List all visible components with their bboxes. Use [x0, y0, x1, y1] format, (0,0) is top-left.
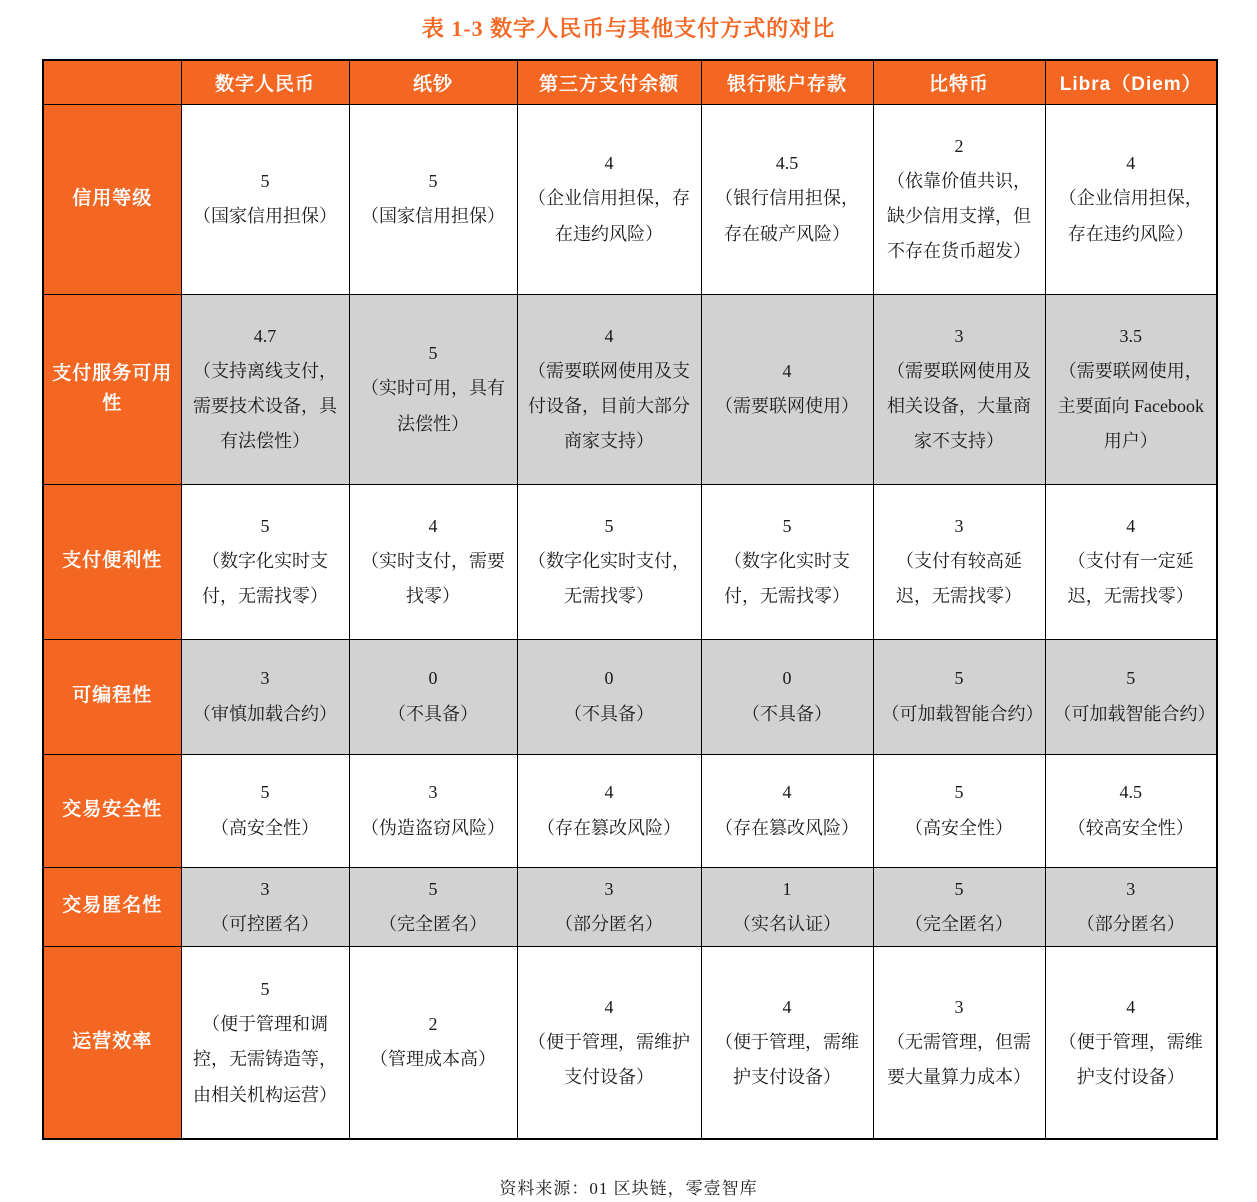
cell-score: 4	[604, 325, 614, 346]
cell-score: 5	[260, 782, 270, 803]
cell-note: （完全匿名）	[379, 913, 487, 934]
cell-score: 3	[604, 878, 614, 899]
cell-note: （企业信用担保，存在违约风险）	[1058, 188, 1203, 244]
cell-score: 0	[782, 668, 792, 689]
cell-note: （数字化实时支付，无需找零）	[202, 550, 328, 607]
table-cell	[873, 484, 1045, 639]
cell-score: 5	[260, 170, 270, 191]
cell-note: （便于管理，需维护支付设备）	[1058, 1031, 1203, 1087]
cell-note: （银行信用担保，存在破产风险）	[715, 188, 859, 244]
cell-score: 5	[954, 878, 964, 899]
column-header-libra: Libra（Diem）	[1045, 60, 1217, 104]
table-cell	[181, 754, 349, 867]
cell-score: 5	[604, 515, 614, 536]
cell-score: 5	[428, 878, 438, 899]
cell-score: 2	[428, 1014, 438, 1035]
cell-note: （可控匿名）	[211, 913, 319, 934]
row-label: 支付服务可用性	[43, 294, 181, 484]
table-cell	[873, 867, 1045, 946]
table-cell	[701, 754, 873, 867]
table-cell	[181, 294, 349, 484]
table-cell	[517, 294, 701, 484]
table-row	[43, 754, 1217, 867]
cell-score: 3	[260, 668, 270, 689]
cell-score: 4.5	[1119, 782, 1142, 803]
table-row	[43, 484, 1217, 639]
cell-note: （高安全性）	[211, 817, 319, 838]
cell-note: （可加载智能合约）	[1053, 703, 1216, 724]
table-cell	[517, 484, 701, 639]
cell-score: 4	[782, 782, 792, 803]
table-cell	[873, 946, 1045, 1139]
cell-note: （部分匿名）	[555, 913, 663, 934]
table-caption: 表 1-3 数字人民币与其他支付方式的对比	[421, 16, 836, 41]
cell-note: （不具备）	[388, 703, 478, 724]
cell-note: （支付有一定延迟，无需找零）	[1067, 550, 1194, 607]
cell-note: （伪造盗窃风险）	[361, 817, 505, 838]
table-cell	[701, 294, 873, 484]
cell-note: （存在篡改风险）	[715, 817, 859, 838]
cell-note: （数字化实时支付，无需找零）	[528, 550, 690, 607]
table-cell	[701, 946, 873, 1139]
cell-note: （支付有较高延迟，无需找零）	[896, 550, 1022, 607]
cell-note: （需要联网使用）	[715, 396, 859, 416]
cell-score: 4.7	[253, 325, 277, 346]
cell-score: 4	[604, 782, 614, 803]
cell-score: 4	[782, 996, 792, 1017]
table-cell	[349, 754, 517, 867]
cell-score: 2	[954, 135, 964, 156]
cell-note: （便于管理和调控，无需铸造等，由相关机构运营）	[193, 1014, 337, 1105]
corner-cell	[43, 60, 181, 104]
cell-score: 0	[604, 668, 614, 689]
cell-score: 5	[260, 515, 270, 536]
cell-note: （支持离线支付，需要技术设备，具有法偿性）	[193, 360, 337, 452]
cell-note: （管理成本高）	[370, 1049, 496, 1070]
table-cell	[517, 754, 701, 867]
cell-note: （实时可用，具有法偿性）	[361, 378, 505, 434]
table-cell	[349, 294, 517, 484]
table-row	[43, 867, 1217, 946]
cell-score: 3	[260, 878, 270, 899]
table-cell	[873, 639, 1045, 754]
table-cell	[1045, 946, 1217, 1139]
cell-score: 5	[428, 343, 438, 364]
column-header-digital-rmb: 数字人民币	[181, 60, 349, 104]
cell-note: （存在篡改风险）	[537, 817, 681, 838]
table-cell	[517, 104, 701, 294]
cell-note: （高安全性）	[905, 817, 1013, 838]
table-cell	[181, 484, 349, 639]
column-header-cash: 纸钞	[349, 60, 517, 104]
cell-score: 4	[1126, 515, 1136, 536]
table-cell	[349, 104, 517, 294]
cell-score: 5	[260, 979, 270, 1000]
table-cell	[701, 104, 873, 294]
cell-note: （需要联网使用及支付设备，目前大部分商家支持）	[528, 360, 690, 452]
source-note: 资料来源：01 区块链，零壹智库	[499, 1179, 758, 1199]
cell-score: 4.5	[775, 153, 799, 174]
cell-note: （需要联网使用及相关设备，大量商家不支持）	[887, 360, 1031, 452]
row-label: 信用等级	[43, 104, 181, 294]
table-cell	[1045, 639, 1217, 754]
table-cell	[701, 639, 873, 754]
cell-score: 3.5	[1119, 325, 1142, 346]
cell-score: 4	[428, 515, 438, 536]
table-cell	[349, 946, 517, 1139]
table-cell	[349, 484, 517, 639]
cell-score: 1	[782, 878, 792, 899]
table-cell	[873, 754, 1045, 867]
cell-score: 4	[604, 996, 614, 1017]
cell-note: （完全匿名）	[905, 913, 1013, 934]
table-cell	[181, 104, 349, 294]
cell-note: （依靠价值共识，缺少信用支撑，但不存在货币超发）	[887, 170, 1031, 262]
cell-note: （便于管理，需维护支付设备）	[528, 1031, 690, 1087]
table-cell	[1045, 104, 1217, 294]
cell-score: 5	[954, 668, 964, 689]
cell-note: （数字化实时支付，无需找零）	[724, 550, 850, 607]
table-cell	[701, 867, 873, 946]
table-cell	[181, 867, 349, 946]
table-cell	[181, 946, 349, 1139]
table-row	[43, 104, 1217, 294]
cell-score: 5	[428, 170, 438, 191]
header-row	[43, 60, 1217, 104]
cell-note: （国家信用担保）	[193, 206, 337, 226]
table-cell	[517, 867, 701, 946]
cell-note: （需要联网使用，主要面向 Facebook 用户）	[1057, 360, 1204, 452]
table-cell	[1045, 294, 1217, 484]
table-row	[43, 946, 1217, 1139]
table-cell	[873, 294, 1045, 484]
row-label: 支付便利性	[43, 484, 181, 639]
table-cell	[349, 639, 517, 754]
table-cell	[701, 484, 873, 639]
cell-score: 4	[1126, 996, 1136, 1017]
table-cell	[349, 867, 517, 946]
row-label: 可编程性	[43, 639, 181, 754]
table-cell	[517, 946, 701, 1139]
table-cell	[181, 639, 349, 754]
table-cell	[517, 639, 701, 754]
table-cell	[1045, 867, 1217, 946]
cell-score: 0	[428, 668, 438, 689]
cell-note: （便于管理，需维护支付设备）	[715, 1031, 859, 1087]
table-cell	[873, 104, 1045, 294]
cell-note: （不具备）	[742, 703, 832, 724]
cell-note: （较高安全性）	[1067, 817, 1194, 838]
comparison-table	[42, 59, 1218, 1140]
row-label: 交易匿名性	[43, 867, 181, 946]
cell-note: （企业信用担保，存在违约风险）	[528, 188, 690, 244]
cell-score: 4	[604, 153, 614, 174]
cell-score: 3	[954, 325, 964, 346]
cell-note: （国家信用担保）	[361, 206, 505, 226]
cell-score: 5	[954, 782, 964, 803]
row-label: 交易安全性	[43, 754, 181, 867]
cell-score: 3	[1126, 878, 1136, 899]
cell-score: 3	[954, 515, 964, 536]
cell-note: （实名认证）	[733, 913, 841, 934]
column-header-bitcoin: 比特币	[873, 60, 1045, 104]
table-row	[43, 294, 1217, 484]
table-row	[43, 639, 1217, 754]
row-label: 运营效率	[43, 946, 181, 1139]
cell-score: 4	[782, 360, 792, 381]
column-header-third-party: 第三方支付余额	[517, 60, 701, 104]
cell-score: 4	[1126, 153, 1136, 174]
cell-note: （可加载智能合约）	[881, 703, 1044, 724]
cell-score: 3	[428, 782, 438, 803]
cell-score: 3	[954, 996, 964, 1017]
cell-note: （部分匿名）	[1076, 913, 1185, 934]
table-cell	[1045, 754, 1217, 867]
cell-note: （无需管理，但需要大量算力成本）	[887, 1031, 1031, 1087]
column-header-bank-deposit: 银行账户存款	[701, 60, 873, 104]
cell-note: （实时支付，需要找零）	[361, 550, 505, 607]
cell-score: 5	[1126, 668, 1136, 689]
cell-note: （不具备）	[564, 703, 654, 724]
cell-note: （审慎加载合约）	[193, 703, 337, 724]
table-cell	[1045, 484, 1217, 639]
cell-score: 5	[782, 515, 792, 536]
